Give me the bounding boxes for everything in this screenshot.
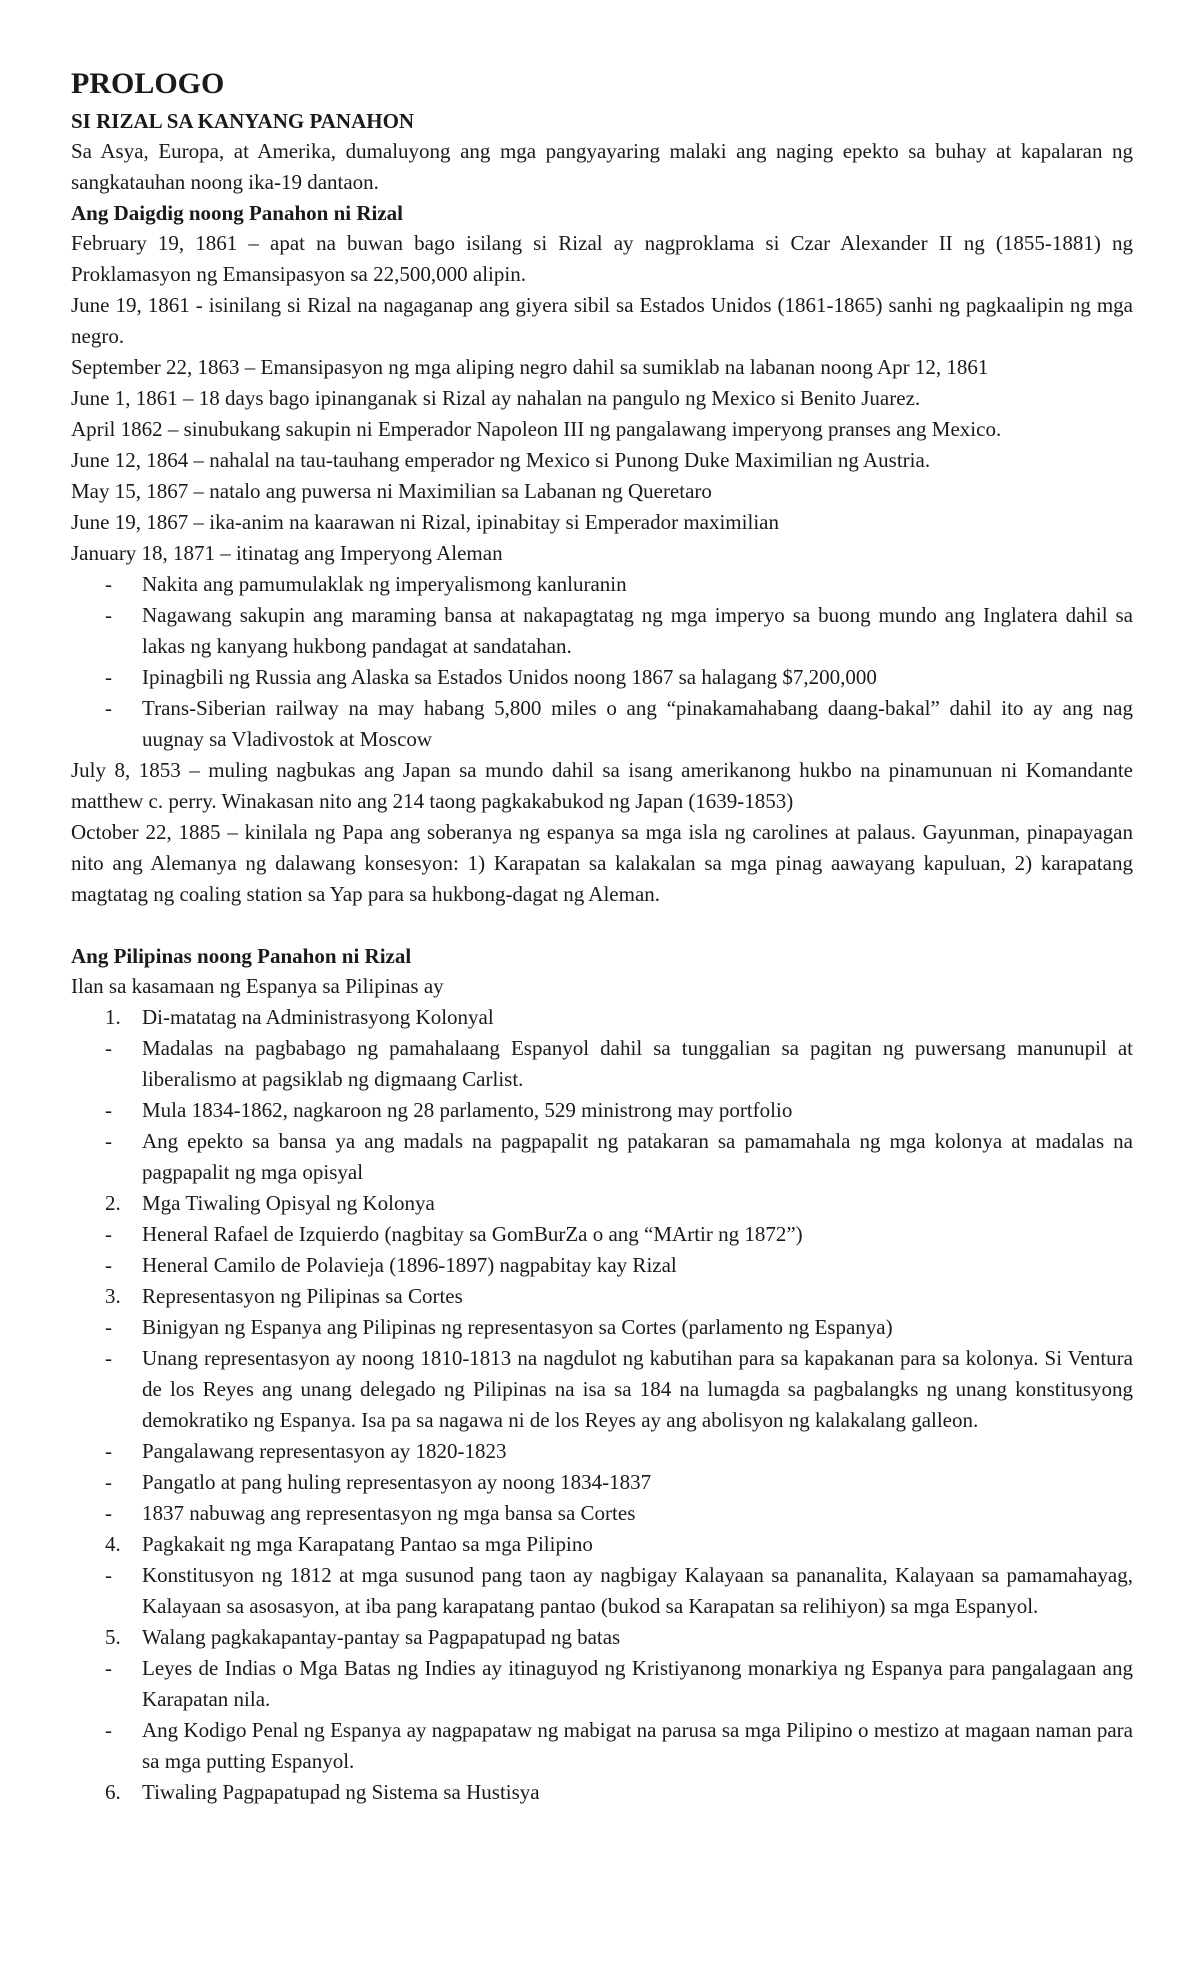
dash-marker: - <box>105 1253 112 1277</box>
document-page <box>71 62 1133 1808</box>
timeline-entry: May 15, 1867 – natalo ang puwersa ni Maximilian sa Labanan ng Queretaro <box>71 479 712 503</box>
timeline-entry: April 1862 – sinubukang sakupin ni Emperador Napoleon III ng pangalawang imperyong pranses ang Mexico. <box>71 417 1002 441</box>
item-number: 5. <box>105 1625 121 1649</box>
item-number: 2. <box>105 1191 121 1215</box>
dash-marker: - <box>105 1656 112 1680</box>
timeline-entry: June 19, 1861 - isinilang si Rizal na nagaganap ang giyera sibil sa Estados Unidos (1861-1865) sanhi ng pagkaalipin ng mga negro. <box>71 293 1133 348</box>
bullet-list <box>71 569 1133 755</box>
timeline-entries <box>71 228 1133 569</box>
list-item <box>71 1653 1133 1715</box>
dash-marker: - <box>105 1470 112 1494</box>
list-item <box>71 1498 1133 1529</box>
numbered-list <box>71 1002 1133 1808</box>
timeline-entry: June 12, 1864 – nahalal na tau-tauhang emperador ng Mexico si Punong Duke Maximilian ng Austria. <box>71 448 931 472</box>
dash-marker: - <box>105 1036 112 1060</box>
list-item-text: Walang pagkakapantay-pantay sa Pagpapatupad ng batas <box>142 1625 621 1649</box>
dash-marker: - <box>105 1439 112 1463</box>
numbered-item <box>71 1529 1133 1560</box>
list-item <box>71 1033 1133 1095</box>
list-item-text: 1837 nabuwag ang representasyon ng mga bansa sa Cortes <box>142 1501 636 1525</box>
item-number: 6. <box>105 1780 121 1804</box>
list-item <box>71 1095 1133 1126</box>
list-item <box>71 1219 1133 1250</box>
dash-marker: - <box>105 696 112 720</box>
numbered-item <box>71 1777 1133 1808</box>
list-item <box>71 693 1133 755</box>
list-item-text: Heneral Rafael de Izquierdo (nagbitay sa GomBurZa o ang “MArtir ng 1872”) <box>142 1222 803 1246</box>
timeline-entry: January 18, 1871 – itinatag ang Imperyong Aleman <box>71 541 503 565</box>
list-item <box>71 1312 1133 1343</box>
list-item-text: Madalas na pagbabago ng pamahalaang Espanyol dahil sa tunggalian sa pagitan ng puwersang manunupil at liberalismo at pagsiklab ng digmaang Carlist. <box>142 1036 1133 1091</box>
timeline-entry: July 8, 1853 – muling nagbukas ang Japan sa mundo dahil sa isang amerikanong hukbo na pinamunuan ni Komandante matthew c. perry. Winakasan nito ang 214 taong pagkakabukod ng Japan (1639-1853) <box>71 758 1133 813</box>
numbered-item <box>71 1188 1133 1219</box>
timeline-entry: June 19, 1867 – ika-anim na kaarawan ni Rizal, ipinabitay si Emperador maximilian <box>71 510 779 534</box>
list-item-text: Ang epekto sa bansa ya ang madals na pagpapalit ng patakaran sa pamamahala ng mga kolonya at madalas na pagpapalit ng mga opisyal <box>142 1129 1133 1184</box>
numbered-item <box>71 1002 1133 1033</box>
list-item <box>71 1467 1133 1498</box>
list-item-text: Ang Kodigo Penal ng Espanya ay nagpapataw ng mabigat na parusa sa mga Pilipino o mestizo at magaan naman para sa mga putting Espanyol. <box>142 1718 1133 1773</box>
item-number: 1. <box>105 1005 121 1029</box>
list-item-text: Binigyan ng Espanya ang Pilipinas ng representasyon sa Cortes (parlamento ng Espanya) <box>142 1315 893 1339</box>
list-item <box>71 1126 1133 1188</box>
list-item <box>71 569 1133 600</box>
item-number: 4. <box>105 1532 121 1556</box>
dash-marker: - <box>105 1129 112 1153</box>
list-item <box>71 1560 1133 1622</box>
list-item-text: Mula 1834-1862, nagkaroon ng 28 parlamento, 529 ministrong may portfolio <box>142 1098 793 1122</box>
list-item-text: Pagkakait ng mga Karapatang Pantao sa mga Pilipino <box>142 1532 593 1556</box>
list-item-text: Unang representasyon ay noong 1810-1813 na nagdulot ng kabutihan para sa kapakanan para sa kolonya. Si Ventura de los Reyes ang unang delegado ng Pilipinas na isa sa 184 na lumagda sa pagbalangks ng unang konstitusyong demokratiko ng Espanya. Isa pa sa nagawa ni de los Reyes ay ang abolisyon ng kalakalang galleon. <box>142 1346 1133 1432</box>
list-item-text: Ipinagbili ng Russia ang Alaska sa Estados Unidos noong 1867 sa halagang $7,200,000 <box>142 665 877 689</box>
timeline-entry: October 22, 1885 – kinilala ng Papa ang soberanya ng espanya sa mga isla ng carolines at palaus. Gayunman, pinapayagan nito ang Alemanya ng dalawang konsesyon: 1) Karapatan sa kalakalan sa mga pinag aawayang kapuluan, 2) karapatang magtatag ng coaling station sa Yap para sa hukbong-dagat ng Aleman. <box>71 820 1133 906</box>
list-item-text: Konstitusyon ng 1812 at mga susunod pang taon ay nagbigay Kalayaan sa pananalita, Kalayaan sa pamamahayag, Kalayaan sa asosasyon, at iba pang karapatang pantao (bukod sa Karapatan sa relihiyon) sa mga Espanyol. <box>142 1563 1133 1618</box>
intro-paragraph: Sa Asya, Europa, at Amerika, dumaluyong ang mga pangyayaring malaki ang naging epekto sa buhay at kapalaran ng sangkatauhan noong ika-19 dantaon. <box>71 139 1133 194</box>
page-title: PROLOGO <box>71 67 225 100</box>
section-intro: Ilan sa kasamaan ng Espanya sa Pilipinas ay <box>71 974 444 998</box>
dash-marker: - <box>105 1718 112 1742</box>
paragraph-gap <box>71 910 1133 941</box>
list-item <box>71 1343 1133 1436</box>
section-heading-daigdig: Ang Daigdig noong Panahon ni Rizal <box>71 201 404 225</box>
list-item <box>71 1250 1133 1281</box>
list-item-text: Representasyon ng Pilipinas sa Cortes <box>142 1284 463 1308</box>
page-subtitle: SI RIZAL SA KANYANG PANAHON <box>71 109 415 133</box>
list-item-text: Di-matatag na Administrasyong Kolonyal <box>142 1005 494 1029</box>
list-item-text: Trans-Siberian railway na may habang 5,800 miles o ang “pinakamahabang daang-bakal” dahil ito ay ang nag uugnay sa Vladivostok at Moscow <box>142 696 1133 751</box>
timeline-entry: June 1, 1861 – 18 days bago ipinanganak si Rizal ay nahalan na pangulo ng Mexico si Benito Juarez. <box>71 386 921 410</box>
list-item-text: Leyes de Indias o Mga Batas ng Indies ay itinaguyod ng Kristiyanong monarkiya ng Espanya para pangalagaan ang Karapatan nila. <box>142 1656 1133 1711</box>
dash-marker: - <box>105 1346 112 1370</box>
list-item <box>71 1436 1133 1467</box>
list-item-text: Pangalawang representasyon ay 1820-1823 <box>142 1439 507 1463</box>
dash-marker: - <box>105 1098 112 1122</box>
timeline-entry: February 19, 1861 – apat na buwan bago isilang si Rizal ay nagproklama si Czar Alexander II ng (1855-1881) ng Proklamasyon ng Emansipasyon sa 22,500,000 alipin. <box>71 231 1133 286</box>
list-item-text: Pangatlo at pang huling representasyon ay noong 1834-1837 <box>142 1470 652 1494</box>
dash-marker: - <box>105 572 112 596</box>
dash-marker: - <box>105 1501 112 1525</box>
list-item-text: Nagawang sakupin ang maraming bansa at nakapagtatag ng mga imperyo sa buong mundo ang Inglatera dahil sa lakas ng kanyang hukbong pandagat at sandatahan. <box>142 603 1133 658</box>
numbered-item <box>71 1622 1133 1653</box>
list-item <box>71 662 1133 693</box>
dash-marker: - <box>105 1222 112 1246</box>
dash-marker: - <box>105 1563 112 1587</box>
item-number: 3. <box>105 1284 121 1308</box>
dash-marker: - <box>105 603 112 627</box>
section-heading-pilipinas: Ang Pilipinas noong Panahon ni Rizal <box>71 944 412 968</box>
dash-marker: - <box>105 1315 112 1339</box>
dash-marker: - <box>105 665 112 689</box>
list-item-text: Nakita ang pamumulaklak ng imperyalismong kanluranin <box>142 572 627 596</box>
numbered-item <box>71 1281 1133 1312</box>
list-item <box>71 1715 1133 1777</box>
timeline-entry: September 22, 1863 – Emansipasyon ng mga aliping negro dahil sa sumiklab na labanan noong Apr 12, 1861 <box>71 355 989 379</box>
list-item-text: Tiwaling Pagpapatupad ng Sistema sa Hustisya <box>142 1780 540 1804</box>
list-item-text: Mga Tiwaling Opisyal ng Kolonya <box>142 1191 435 1215</box>
list-item-text: Heneral Camilo de Polavieja (1896-1897) nagpabitay kay Rizal <box>142 1253 677 1277</box>
list-item <box>71 600 1133 662</box>
